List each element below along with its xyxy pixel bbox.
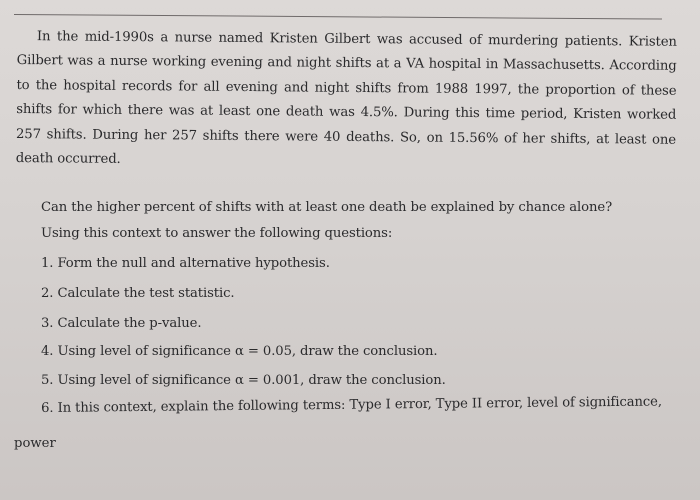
question-item-6-continuation: power xyxy=(14,436,56,451)
top-rule xyxy=(14,14,662,20)
question-item-3: 3. Calculate the p-value. xyxy=(41,316,202,331)
question-item-6: 6. In this context, explain the following terms: Type I error, Type II error, level of significance, xyxy=(41,394,663,416)
context-paragraph: In the mid-1990s a nurse named Kristen Gilbert was accused of murdering patients. Kristen Gilbert was a nurse working evening and night shifts at a VA hospital in Massachusetts. According to the hospital records for all evening and night shifts from 1988 1997, the proportion of these shifts for which there was at least one death was 4.5%. During this time period, Kristen worked 257 shifts. During her 257 shifts there were 40 deaths. So, on 15.56% of her shifts, at least one death occurred. xyxy=(15,29,677,167)
question-item-4: 4. Using level of significance α = 0.05, draw the conclusion. xyxy=(41,344,438,359)
main-question: Can the higher percent of shifts with at least one death be explained by chance alone? xyxy=(41,200,613,215)
question-item-5: 5. Using level of significance α = 0.001, draw the conclusion. xyxy=(41,373,446,388)
question-item-2: 2. Calculate the test statistic. xyxy=(41,286,235,301)
question-item-1: 1. Form the null and alternative hypothesis. xyxy=(41,256,330,271)
instruction-line: Using this context to answer the following questions: xyxy=(41,226,393,241)
